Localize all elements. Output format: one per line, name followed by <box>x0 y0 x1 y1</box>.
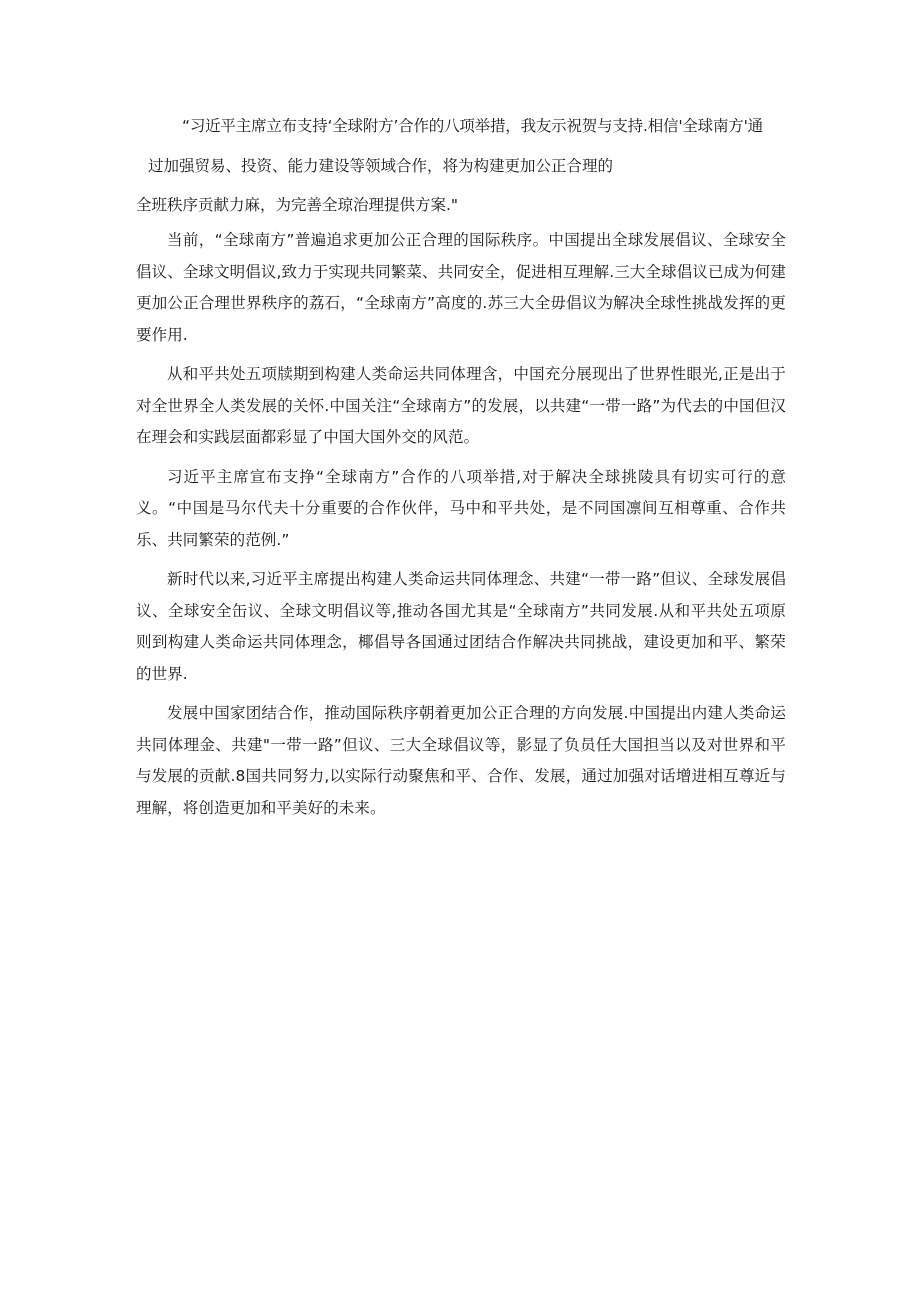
quote-line-1: “习近平主席立布支持‘全球附方’合作的八项举措，我友示祝贺与支持.相信'全球南方'通 <box>182 117 763 135</box>
paragraph: 习近平主席宣布支挣“全球南方”合作的八项举措,对于解决全球挑陵具有切实可行的意义。“中国是马尔代夫十分重要的合作伙伴，马中和平共处，是不同国凛间互相尊重、合作共乐、共同繁荣的范例.” <box>136 467 786 549</box>
paragraph: 新时代以来,习近平主席提出构建人类命运共同体理念、共建“一带一路”但议、全球发展倡议、全球安全缶议、全球文明倡议等,推动各国尤其是“全球南方”共同发展.从和平共处五项原则到构建人类命运共同体理念，椰倡导各国通过团结合作解决共同挑战，建设更加和平、繁荣的世界. <box>136 570 786 683</box>
quote-line-2: 过加强贸易、投资、能力建设等领域合作，将为构建更加公正合理的 <box>148 156 614 175</box>
quote-line-3: 全班秩序贡献力麻，为完善全琼治理提供方案." <box>136 196 459 214</box>
quote-block <box>136 111 786 222</box>
paragraph: 当前，“全球南方”普遍追求更加公正合理的国际秩序。中国提出全球发展倡议、全球安全倡议、全球文明倡议,致力于实现共同繁菜、共同安全，促进相互理解.三大全球倡议已成为何建更加公正合理世界秩序的荔石，“全球南方”高度的.苏三大全毋倡议为解决全球性挑战发挥的更要作用. <box>136 231 786 344</box>
paragraph: 发展中国家团结合作，推动国际秩序朝着更加公正合理的方向发展.中国提出内建人类命运共同体理金、共建"一带一路”但议、三大全球倡议等，影显了负员任大国担当以及对世界和平与发展的贡献.8国共同努力,以实际行动聚焦和平、合作、发展，通过加强对话增进相互尊近与理解，将创造更加和平美好的未来。 <box>136 704 786 817</box>
paragraph: 从和平共处五项牍期到构建人类命运共同体理含，中国充分展现出了世界性眼光,正是出于对全世界全人类发展的关怀.中国关注“全球南方”的发展，以共建“一带一路”为代去的中国但汉在理会和实践层面都彩显了中国大国外交的风范。 <box>136 365 786 446</box>
body-text <box>136 225 786 824</box>
